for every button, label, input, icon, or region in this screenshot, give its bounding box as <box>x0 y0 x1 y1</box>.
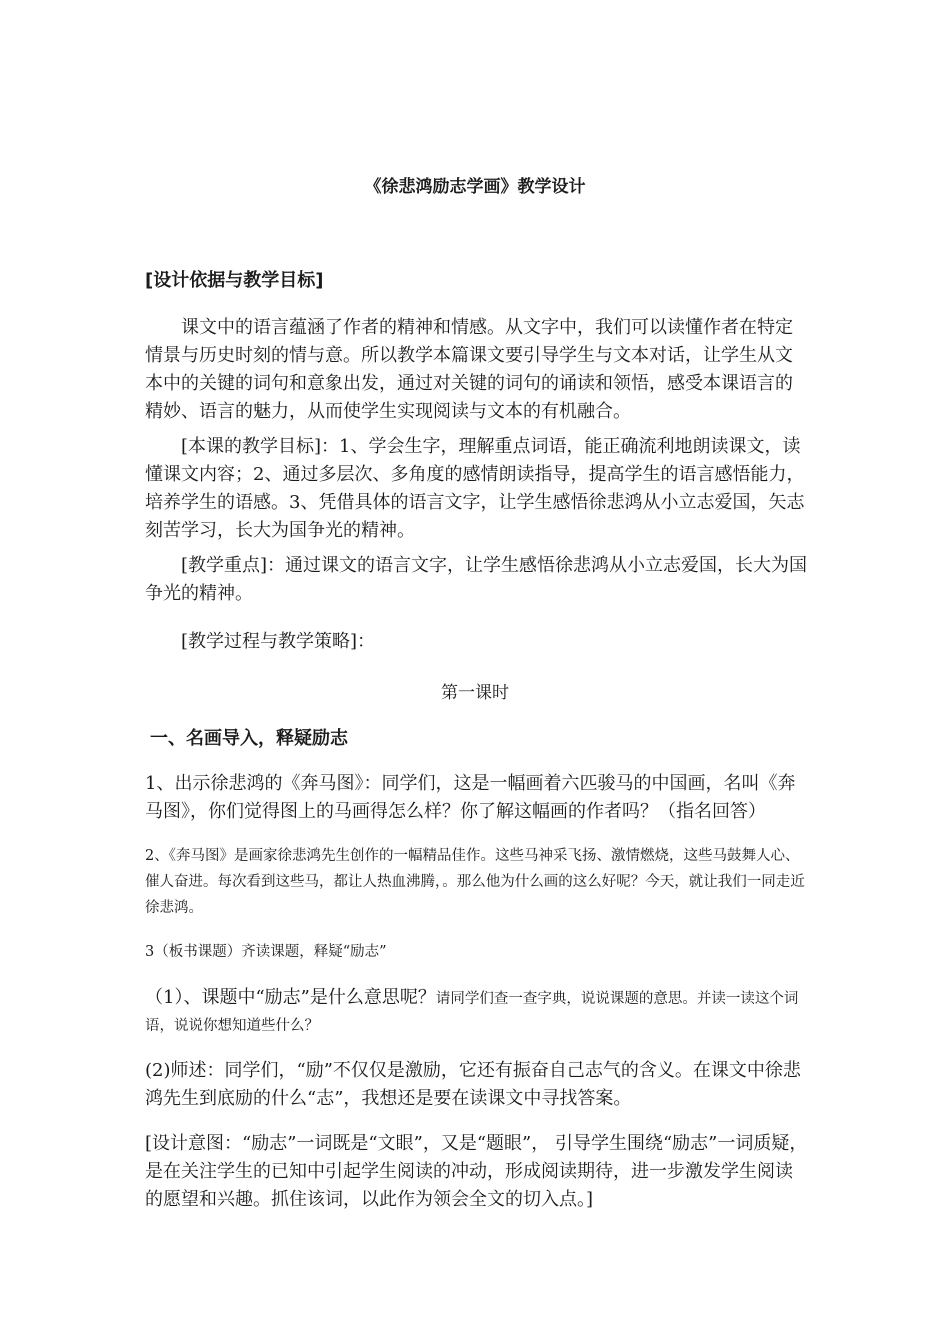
step-1: 1、出示徐悲鸿的《奔马图》：同学们，这是一幅画着六匹骏马的中国画，名叫《奔马图》，你们觉得图上的马画得怎么样？你了解这幅画的作者吗？（指名回答） <box>145 773 796 822</box>
paragraph-intro: 课文中的语言蕴涵了作者的精神和情感。从文字中，我们可以读懂作者在特定情景与历史时刻的情与意。所以教学本篇课文要引导学生与文本对话，让学生从文本中的关键的词句和意象出发，通过对关键的词句的诵读和领悟，感受本课语言的精妙、语言的魅力，从而使学生实现阅读与文本的有机融合。 <box>145 317 793 422</box>
part-one-heading: 一、名画导入，释疑励志 <box>150 728 348 749</box>
step-2: 2、《奔马图》是画家徐悲鸿先生创作的一幅精品佳作。这些马神采飞扬、激情燃烧，这些马鼓舞人心、催人奋进。每次看到这些马，都让人热血沸腾，。那么他为什么画的这么好呢？今天，就让我们一同走近徐悲鸿。 <box>145 848 805 916</box>
step-3-1-question: （1）、课题中“励志”是什么意思呢？ <box>145 987 436 1008</box>
paragraph-teaching-goals: [本课的教学目标]：1、学会生字，理解重点词语，能正确流利地朗读课文，读懂课文内容；2、通过多层次、多角度的感情朗读指导，提高学生的语言感悟能力，培养学生的语感。3、凭借具体的语言文字，让学生感悟徐悲鸿从小立志爱国，矢志刻苦学习，长大为国争光的精神。 <box>145 436 805 541</box>
section-heading-design-basis: [设计依据与教学目标] <box>145 270 324 291</box>
design-intent: [设计意图：“励志”一词既是“文眼”，又是“题眼”， 引导学生围绕“励志”一词质疑，是在关注学生的已知中引起学生阅读的冲动，形成阅读期待，进一步激发学生阅读的愿望和兴趣。抓住该词，以此作为领会全文的切入点。] <box>145 1133 808 1210</box>
step-3-2: (2)师述：同学们，“励”不仅仅是激励，它还有振奋自己志气的含义。在课文中徐悲鸿先生到底励的什么“志”，我想还是要在读课文中寻找答案。 <box>145 1060 801 1109</box>
lesson-label: 第一课时 <box>441 683 509 703</box>
step-3-1 <box>145 985 809 1039</box>
document-title: 《徐悲鸿励志学画》教学设计 <box>364 177 586 197</box>
paragraph-teaching-focus: [教学重点]：通过课文的语言文字，让学生感悟徐悲鸿从小立志爱国，长大为国争光的精神。 <box>145 555 808 604</box>
step-3: 3（板书课题）齐读课题，释疑“励志” <box>145 944 387 960</box>
step-3-1-instruction: 请同学们查一查字典，说说课题的意思。并读一读这个词语，说说你想知道些什么？ <box>145 991 799 1034</box>
paragraph-process-heading: [教学过程与教学策略]： <box>181 631 376 652</box>
